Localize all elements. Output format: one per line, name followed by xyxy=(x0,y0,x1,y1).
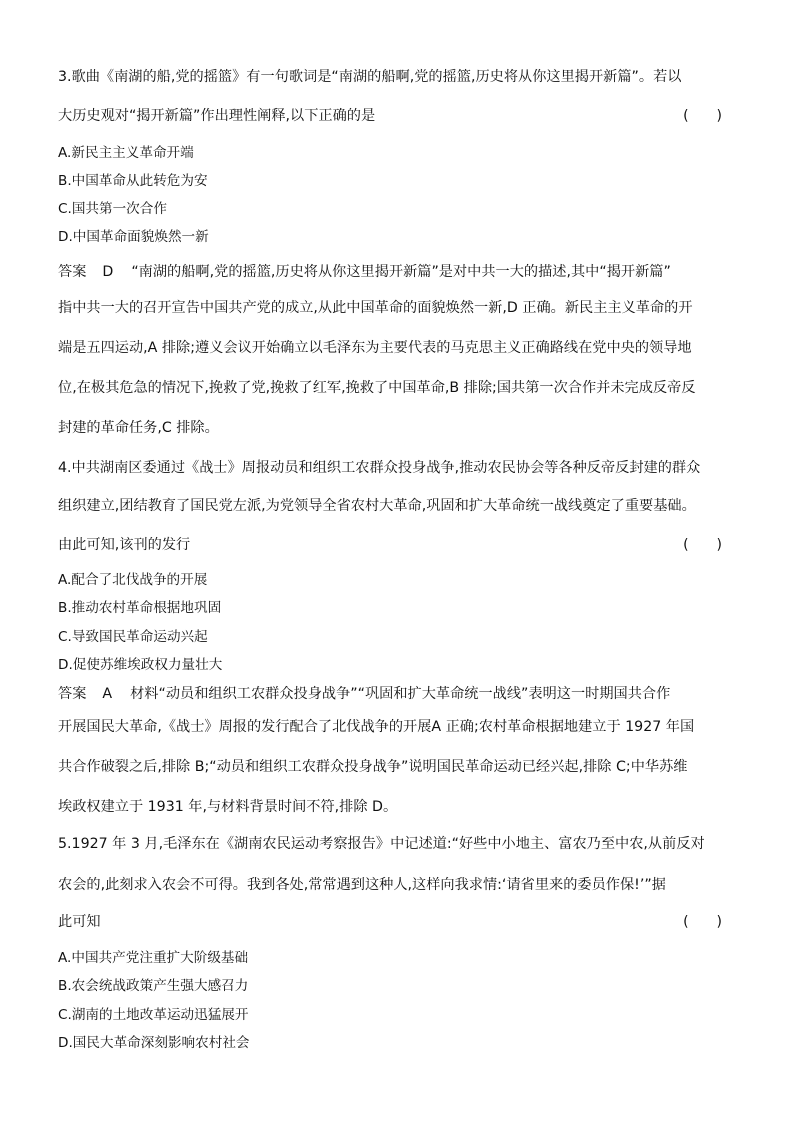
q3-option-b: B.中国革命从此转危为安 xyxy=(58,173,208,189)
q3-stem-line-1: 3.歌曲《南湖的船,党的摇篮》有一句歌词是“南湖的船啊,党的摇篮,历史将从你这里揭开新篇”。若以 xyxy=(58,69,682,85)
q3-answer-key: D xyxy=(102,264,114,280)
q3-explanation-line-3: 端是五四运动,A 排除;遵义会议开始确立以毛泽东为主要代表的马克思主义正确路线在党中央的领导地 xyxy=(58,340,692,356)
q5-option-b: B.农会统战政策产生强大感召力 xyxy=(58,978,249,994)
q4-option-b: B.推动农村革命根据地巩固 xyxy=(58,600,222,616)
q3-explanation-line-1: “南湖的船啊,党的摇篮,历史将从你这里揭开新篇”是对中共一大的描述,其中“揭开新篇” xyxy=(131,264,671,280)
q5-stem-text: 此可知 xyxy=(58,914,101,930)
q5-option-a: A.中国共产党注重扩大阶级基础 xyxy=(58,950,249,966)
q3-stem-line-2 xyxy=(58,106,738,126)
q4-explanation-line-3: 共合作破裂之后,排除 B;“动员和组织工农群众投身战争”说明国民革命运动已经兴起,排除 C;中华苏维 xyxy=(58,759,688,775)
q3-answer-label: 答案 xyxy=(58,264,87,280)
q5-stem-line-2: 农会的,此刻求入农会不可得。我到各处,常常遇到这种人,这样向我求情:‘请省里来的委员作保!’”据 xyxy=(58,877,666,893)
q4-explanation-line-1: 材料“动员和组织工农群众投身战争”“巩固和扩大革命统一战线”表明这一时期国共合作 xyxy=(130,686,671,702)
q4-stem-line-1: 4.中共湖南区委通过《战士》周报动员和组织工农群众投身战争,推动农民协会等各种反帝反封建的群众 xyxy=(58,460,701,476)
q4-answer-bracket: ( ) xyxy=(683,537,722,553)
q4-option-c: C.导致国民革命运动兴起 xyxy=(58,629,208,645)
q3-explanation-line-5: 封建的革命任务,C 排除。 xyxy=(58,420,219,436)
q4-stem-line-2: 组织建立,团结教育了国民党左派,为党领导全省农村大革命,巩固和扩大革命统一战线奠定了重要基础。 xyxy=(58,498,696,514)
q5-stem-line-1: 5.1927 年 3 月,毛泽东在《湖南农民运动考察报告》中记述道:“好些中小地主、富农乃至中农,从前反对 xyxy=(58,836,705,852)
q3-answer-line xyxy=(58,262,738,282)
q3-explanation-line-4: 位,在极其危急的情况下,挽救了党,挽救了红军,挽救了中国革命,B 排除;国共第一次合作并未完成反帝反 xyxy=(58,380,696,396)
q4-stem-text: 由此可知,该刊的发行 xyxy=(58,537,191,553)
q5-option-c: C.湖南的土地改革运动迅猛展开 xyxy=(58,1007,249,1023)
q5-option-d: D.国民大革命深刻影响农村社会 xyxy=(58,1035,250,1051)
q5-stem-line-3 xyxy=(58,912,738,932)
q3-answer-bracket: ( ) xyxy=(683,108,722,124)
q4-stem-line-3 xyxy=(58,535,738,555)
q4-answer-key: A xyxy=(102,686,113,702)
q4-explanation-line-2: 开展国民大革命,《战士》周报的发行配合了北伐战争的开展A 正确;农村革命根据地建立于 1927 年国 xyxy=(58,719,695,735)
q4-answer-label: 答案 xyxy=(58,686,87,702)
q3-option-a: A.新民主主义革命开端 xyxy=(58,145,194,161)
q4-option-a: A.配合了北伐战争的开展 xyxy=(58,572,208,588)
q4-answer-line xyxy=(58,684,738,704)
q3-stem-text: 大历史观对“揭开新篇”作出理性阐释,以下正确的是 xyxy=(58,108,376,124)
q4-explanation-line-4: 埃政权建立于 1931 年,与材料背景时间不符,排除 D。 xyxy=(58,799,398,815)
q3-option-c: C.国共第一次合作 xyxy=(58,201,167,217)
q4-option-d: D.促使苏维埃政权力量壮大 xyxy=(58,657,223,673)
q5-answer-bracket: ( ) xyxy=(683,914,722,930)
q3-explanation-line-2: 指中共一大的召开宣告中国共产党的成立,从此中国革命的面貌焕然一新,D 正确。新民主主义革命的开 xyxy=(58,300,693,316)
q3-option-d: D.中国革命面貌焕然一新 xyxy=(58,229,209,245)
